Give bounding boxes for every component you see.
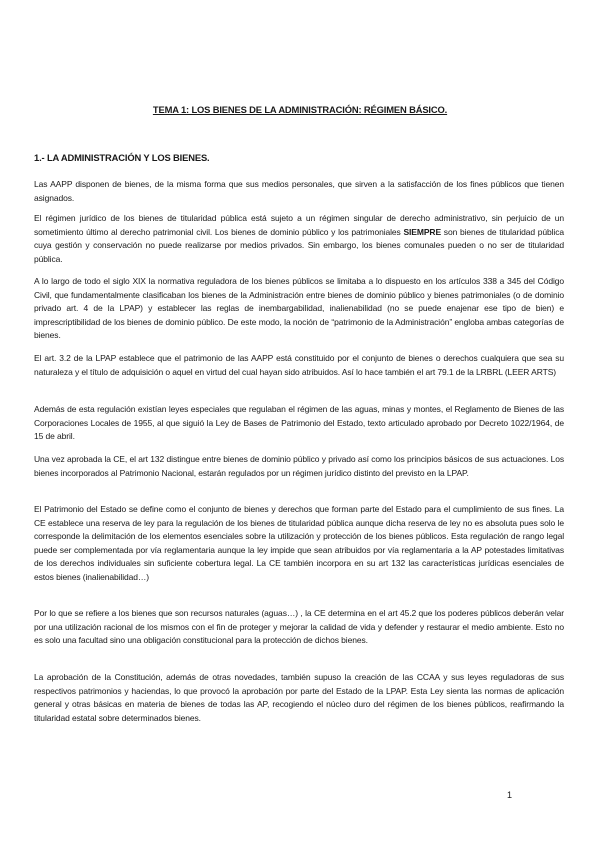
paragraph-5: Además de esta regulación existían leyes especiales que regulaban el régimen de las aguas, minas y montes, el Reglamento de Bienes de las Corporaciones Locales de 1955, al que siguió la Ley de Bases de Patrimonio del Estado, texto articulado aprobado por Decreto 1022/1964, de 15 de abril.: [34, 404, 564, 442]
paragraph-3: A lo largo de todo el siglo XIX la normativa reguladora de los bienes públicos se limitaba a lo dispuesto en los artículos 338 a 345 del Código Civil, que fundamentalmente clasificaban los bienes de la Administración entre bienes de dominio público y bienes patrimoniales (o de dominio privado art. 4 de la LPAP) y establecer las reglas de inembargabilidad, inalienabilidad (no se puede enajenar ese tipo de bien) e imprescriptibilidad de los bienes de dominio público. De este modo, la noción de “patrimonio de la Administración” engloba ambas categorías de bienes.: [34, 276, 564, 341]
paragraph-7: El Patrimonio del Estado se define como el conjunto de bienes y derechos que forman parte del Estado para el cumplimiento de sus fines. La CE establece una reserva de ley para la regulación de los bienes de titularidad pública aunque dicha reserva de ley no es absoluta pues solo le corresponde la delimitación de los elementos esenciales sobre la utilización y protección de los bienes públicos. Esta regulación de rango legal puede ser complementada por vía reglamentaria aunque la ley impide que sean atribuidos por vía reglamentaria a la AP potestades limitativas de los derechos individuales sin suficiente cobertura legal. La CE también incorpora en su art 132 las características jurídicas esenciales de estos bienes (inalienabilidad…): [34, 504, 564, 582]
paragraph-6: Una vez aprobada la CE, el art 132 distingue entre bienes de dominio público y privado así como los principios básicos de sus actuaciones. Los bienes incorporados al Patrimonio Nacional, estarán regulados por un régimen jurídico distinto del previsto en la LPAP.: [34, 454, 564, 478]
paragraph-2-bold-word: SIEMPRE: [403, 226, 442, 237]
paragraph-2-text-after: son bienes de titularidad pública cuya gestión y conservación no puede realizarse por medios privados. Sin embargo, los bienes comunales pueden o no ser de titularidad pública.: [34, 226, 564, 264]
paragraph-2-text-before: El régimen jurídico de los bienes de titularidad pública está sujeto a un régimen singular de derecho administrativo, sin perjuicio de un sometimiento último al derecho patrimonial civil. Los bienes de dominio público y los patrimoniales: [34, 213, 564, 237]
paragraph-9: La aprobación de la Constitución, además de otras novedades, también supuso la creación de las CCAA y sus leyes reguladoras de sus respectivos patrimonios y haciendas, lo que provocó la aprobación por parte del Estado de la LPAP. Esta Ley sienta las normas de aplicación general y otras básicas en materia de bienes de todas las AP, recogiendo el núcleo duro del régimen de los bienes públicos, reafirmando la titularidad estatal sobre determinados bienes.: [34, 672, 564, 723]
page-number: 1: [507, 790, 513, 800]
paragraph-4: El art. 3.2 de la LPAP establece que el patrimonio de las AAPP está constituido por el conjunto de bienes o derechos cualquiera que sea su naturaleza y el título de adquisición o aquel en virtud del cual hayan sido atribuidos. Así lo hace también el art 79.1 de la LRBRL (LEER ARTS): [34, 353, 564, 377]
document-title: TEMA 1: LOS BIENES DE LA ADMINISTRACIÓN: RÉGIMEN BÁSICO.: [152, 104, 448, 115]
paragraph-1: Las AAPP disponen de bienes, de la misma forma que sus medios personales, que sirven a la satisfacción de los fines públicos que tienen asignados.: [34, 179, 564, 203]
section-heading: 1.- LA ADMINISTRACIÓN Y LOS BIENES.: [34, 152, 210, 163]
paragraph-8: Por lo que se refiere a los bienes que son recursos naturales (aguas…) , la CE determina en el art 45.2 que los poderes públicos deberán velar por una utilización racional de los mismos con el fin de proteger y mejorar la calidad de vida y defender y restaurar el medio ambiente. Esto no es solo una facultad sino una obligación constitucional para la protección de dichos bienes.: [34, 608, 564, 646]
paragraph-2: [34, 212, 564, 266]
